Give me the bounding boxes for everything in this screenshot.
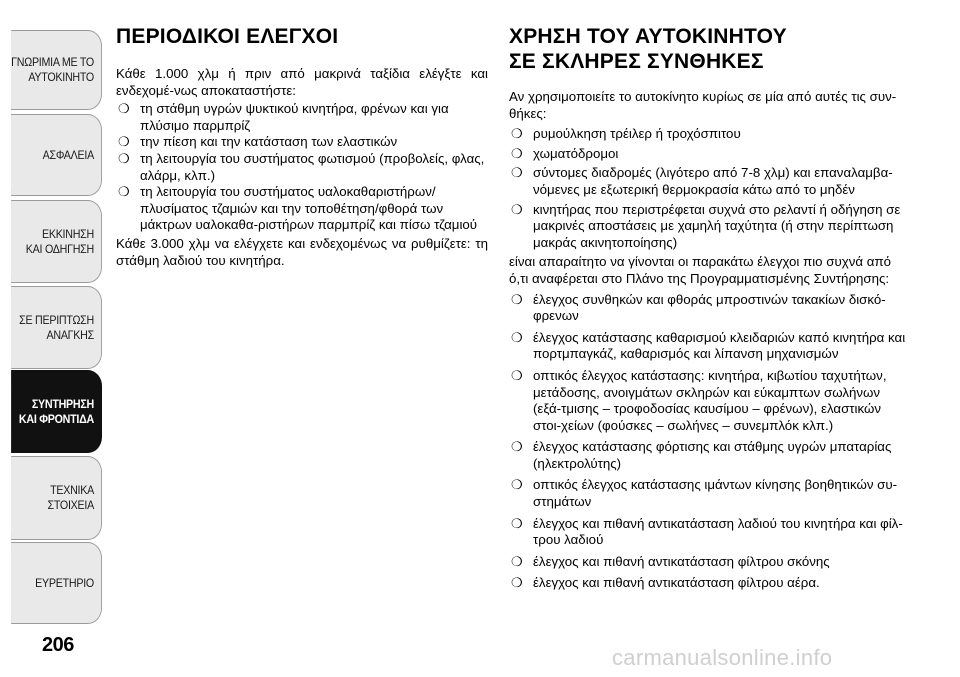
tab-technical-data[interactable]: ΤΕΧΝΙΚΑ ΣΤΟΙΧΕΙΑ bbox=[11, 456, 102, 540]
list-item: ❍ την πίεση και την κατάσταση των ελαστικών bbox=[118, 134, 398, 150]
list-item: ❍ έλεγχος και πιθανή αντικατάσταση φίλτρου αέρα. bbox=[511, 575, 820, 591]
severe-conditions-section bbox=[509, 24, 909, 592]
bullet-circle-icon: ❍ bbox=[511, 126, 523, 142]
page-number: 206 bbox=[42, 634, 74, 656]
list-item: ❍ έλεγχος κατάστασης φόρτισης και στάθμης υγρών μπαταρίας (ηλεκτρολύτης) bbox=[511, 439, 892, 471]
bullet-circle-icon: ❍ bbox=[118, 184, 130, 200]
intro-paragraph: Κάθε 1.000 χλμ ή πριν από μακρινά ταξίδια ελέγξτε και ενδεχομέ-νως αποκαταστήστε: bbox=[116, 66, 488, 98]
outro-paragraph: Κάθε 3.000 χλμ να ελέγχετε και ενδεχομένως να ρυθμίζετε: τη στάθμη λαδιού του κινητήρα. bbox=[116, 235, 488, 268]
list-item: ❍ τη λειτουργία του συστήματος φωτισμού (προβολείς, φλας, αλάρμ, κλπ.) bbox=[118, 150, 485, 183]
list-item: ❍ ρυμούλκηση τρέιλερ ή τροχόσπιτου bbox=[511, 126, 741, 142]
bullet-circle-icon: ❍ bbox=[511, 367, 523, 383]
bullet-circle-icon: ❍ bbox=[511, 201, 523, 217]
intro-paragraph: Αν χρησιμοποιείτε το αυτοκίνητο κυρίως σε μία από αυτές τις συν-θήκες: bbox=[509, 89, 897, 121]
bullet-circle-icon: ❍ bbox=[511, 553, 523, 569]
list-item: ❍ κινητήρας που περιστρέφεται συχνά στο ρελαντί ή οδήγηση σε μακρινές αποστάσεις με χαμηλή ταχύτητα (ή στην περίπτωση μακράς ακινητοποίησης) bbox=[511, 201, 901, 250]
bullet-circle-icon: ❍ bbox=[511, 329, 523, 345]
bullet-circle-icon: ❍ bbox=[511, 477, 523, 493]
list-item: ❍ έλεγχος και πιθανή αντικατάσταση φίλτρου σκόνης bbox=[511, 553, 830, 569]
list-item: ❍ τη λειτουργία του συστήματος υαλοκαθαριστήρων/πλυσίματος τζαμιών και την τοποθέτηση/φθορά των μάκτρων υαλοκαθα-ριστήρων παρμπρίζ και πίσω τζαμιού bbox=[118, 184, 478, 233]
tab-maintenance[interactable]: ΣΥΝΤΗΡΗΣΗ ΚΑΙ ΦΡΟΝΤΙΔΑ bbox=[11, 370, 102, 453]
chapter-sidebar bbox=[0, 0, 103, 677]
list-item: ❍ έλεγχος και πιθανή αντικατάσταση λαδιού του κινητήρα και φίλ-τρου λαδιού bbox=[511, 515, 903, 548]
section-title-line1: ΧΡΗΣΗ ΤΟΥ ΑΥΤΟΚΙΝΗΤΟΥ bbox=[509, 25, 787, 48]
bullet-circle-icon: ❍ bbox=[511, 291, 523, 307]
list-item: ❍ τη στάθμη υγρών ψυκτικού κινητήρα, φρένων και για πλύσιμο παρμπρίζ bbox=[118, 101, 449, 133]
bullet-circle-icon: ❍ bbox=[118, 101, 130, 117]
list-item: ❍ χωματόδρομοι bbox=[511, 145, 619, 161]
bullet-circle-icon: ❍ bbox=[511, 515, 523, 531]
list-item: ❍ έλεγχος κατάστασης καθαρισμού κλειδαριών καπό κινητήρα και πορτμπαγκάζ, καθαρισμός και λίπανση μηχανισμών bbox=[511, 329, 906, 362]
periodic-checks-section bbox=[116, 24, 488, 269]
section-title: ΠΕΡΙΟΔΙΚΟΙ ΕΛΕΓΧΟΙ bbox=[116, 25, 339, 48]
list-item: ❍ έλεγχος συνθηκών και φθοράς μπροστινών τακακίων δισκό-φρενων bbox=[511, 291, 886, 324]
bullet-circle-icon: ❍ bbox=[511, 575, 523, 591]
tab-safety[interactable]: ΑΣΦΑΛΕΙΑ bbox=[11, 114, 102, 196]
tab-emergency[interactable]: ΣΕ ΠΕΡΙΠΤΩΣΗ ΑΝΑΓΚΗΣ bbox=[11, 286, 102, 369]
section-title-line2: ΣΕ ΣΚΛΗΡΕΣ ΣΥΝΘΗΚΕΣ bbox=[509, 50, 764, 73]
list-item: ❍ σύντομες διαδρομές (λιγότερο από 7-8 χλμ) και επαναλαμβα-νόμενες με εξωτερική θερμοκρασία κάτω από το μηδέν bbox=[511, 165, 893, 197]
middle-paragraph: είναι απαραίτητο να γίνονται οι παρακάτω έλεγχοι πιο συχνά από ό,τι αναφέρεται στο Πλάνο της Προγραμματισμένης Συντήρησης: bbox=[509, 254, 892, 286]
bullet-circle-icon: ❍ bbox=[511, 145, 523, 161]
tab-getting-to-know[interactable]: ΓΝΩΡΙΜΙΑ ΜΕ ΤΟ ΑΥΤΟΚΙΝΗΤΟ bbox=[11, 30, 102, 110]
bullet-circle-icon: ❍ bbox=[118, 150, 130, 166]
bullet-circle-icon: ❍ bbox=[511, 165, 523, 181]
list-item: ❍ οπτικός έλεγχος κατάστασης: κινητήρα, κιβωτίου ταχυτήτων, μετάδοσης, ανοιγμάτων σκληρών και εύκαμπτων σωλήνων (εξά-τμισης – τροφοδοσίας καυσίμου – φρένων), ελαστικών στοι-χείων (φούσκες – σωλήνες – συνεμπλόκ κλπ.) bbox=[511, 367, 887, 433]
list-item: ❍ οπτικός έλεγχος κατάστασης ιμάντων κίνησης βοηθητικών συ-στημάτων bbox=[511, 477, 898, 510]
tab-index[interactable]: ΕΥΡΕΤΗΡΙΟ bbox=[11, 542, 102, 624]
bullet-circle-icon: ❍ bbox=[118, 134, 130, 150]
watermark-text: carmanualsonline.info bbox=[612, 645, 833, 670]
bullet-circle-icon: ❍ bbox=[511, 439, 523, 455]
tab-starting-driving[interactable]: ΕΚΚΙΝΗΣΗ ΚΑΙ ΟΔΗΓΗΣΗ bbox=[11, 200, 102, 283]
